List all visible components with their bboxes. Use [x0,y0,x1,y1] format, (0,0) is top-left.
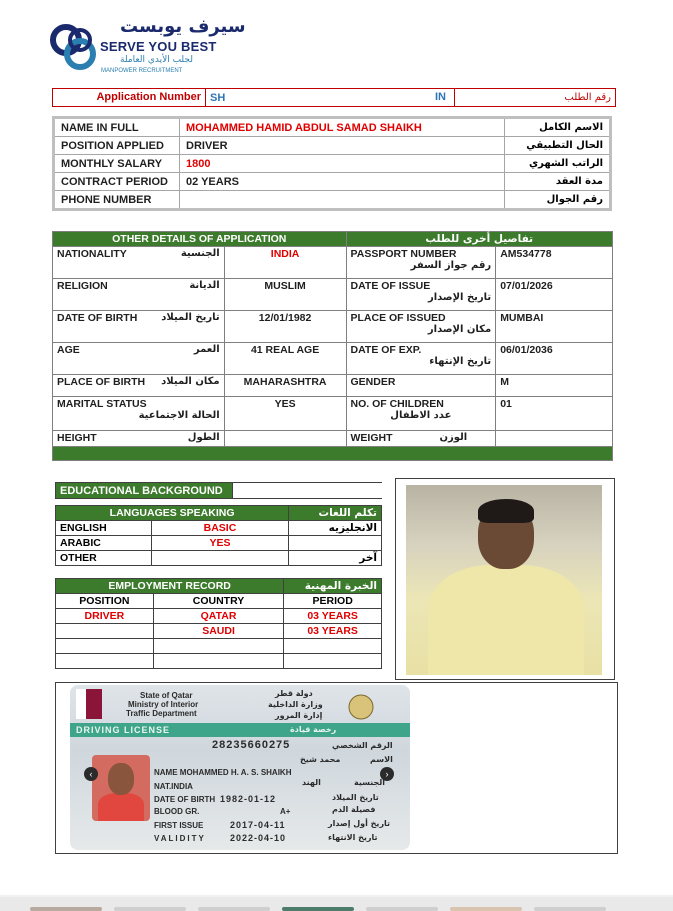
full-name-value: MOHAMMED HAMID ABDUL SAMAD SHAIKH [180,118,505,137]
date-of-expiry-value: 06/01/2036 [496,343,613,375]
thumbnail-item[interactable] [366,907,438,911]
field-label: AGE العمر [53,343,225,375]
emblem-icon [346,693,376,721]
place-of-birth-value: MAHARASHTRA [224,375,346,397]
table-row [54,118,611,137]
date-of-birth-value: 12/01/1982 [224,311,346,343]
brand-name: SERVE YOU BEST [100,39,217,54]
table-row [54,173,611,191]
company-logo-icon [48,22,98,72]
license-band: DRIVING LICENSE [76,725,171,735]
date-of-issue-value: 07/01/2026 [496,279,613,311]
thumbnail-item[interactable] [450,907,522,911]
language-level: BASIC [151,521,288,536]
field-label: DATE OF ISSUE تاريخ الإصدار [346,279,496,311]
languages-title: LANGUAGES SPEAKING [56,506,289,521]
children-count-value: 01 [496,397,613,431]
table-row [53,397,613,431]
employment-title-arabic: الخبرة المهنية [284,579,382,594]
field-label-arabic: الراتب الشهري [505,155,611,173]
table-row [56,551,382,566]
employment-country: SAUDI [153,624,284,639]
other-details-title: OTHER DETAILS OF APPLICATION [53,232,347,247]
employment-position [56,624,154,639]
license-name: NAME MOHAMMED H. A. S. SHAIKH [154,768,292,777]
languages-table [55,505,382,566]
license-dob: 1982-01-12 [220,794,277,804]
religion-value: MUSLIM [224,279,346,311]
license-ministry: Ministry of Interior [128,700,199,709]
gender-value: M [496,375,613,397]
license-number-label-arabic: الرقم الشخصي [332,741,393,750]
license-number: 28235660275 [212,739,291,751]
height-value [224,431,346,447]
language-name-arabic: الانجليزيه [289,521,382,536]
table-row [54,137,611,155]
application-number-label: Application Number [53,89,206,106]
license-name-arabic: محمد شيخ [300,755,341,764]
language-name: OTHER [56,551,152,566]
table-row [56,536,382,551]
driving-license-image [70,685,410,850]
field-label-arabic: الحال التطبيقي [505,137,611,155]
language-level: YES [151,536,288,551]
license-dob-label: DATE OF BIRTH [154,795,216,804]
field-label-arabic: مدة العقد [505,173,611,191]
table-row [53,247,613,279]
employment-columns [56,594,382,609]
table-row [53,375,613,397]
table-row [53,311,613,343]
license-dob-label-arabic: تاريخ الميلاد [332,793,379,802]
column-header: POSITION [56,594,154,609]
other-details-footer [53,447,613,461]
license-nationality: NAT.INDIA [154,782,193,791]
carousel-next-button[interactable]: › [380,767,394,781]
brand-subtitle-arabic: لجلب الأيدي العاملة [120,55,193,65]
license-state: State of Qatar [140,691,193,700]
carousel-prev-button[interactable]: ‹ [84,767,98,781]
table-row [56,639,382,654]
field-label: PHONE NUMBER [54,191,180,210]
languages-header [56,506,382,521]
employment-country [153,654,284,669]
employment-country [153,639,284,654]
employment-table [55,578,382,669]
brand-name-arabic: سيرف يوبست [120,16,246,37]
license-blood-label: BLOOD GR. [154,807,200,816]
language-name: ARABIC [56,536,152,551]
license-validity-label: VALIDITY [154,834,206,843]
table-row [56,654,382,669]
employment-title: EMPLOYMENT RECORD [56,579,284,594]
thumbnail-item[interactable] [30,907,102,911]
table-row [53,279,613,311]
contract-period-value: 02 YEARS [180,173,505,191]
phone-number-value [180,191,505,210]
applicant-photo [406,485,602,675]
license-holder-photo [92,755,150,821]
table-row [56,609,382,624]
field-label-arabic: الاسم الكامل [505,118,611,137]
nationality-value: INDIA [224,247,346,279]
passport-number-value: AM534778 [496,247,613,279]
thumbnail-item[interactable] [534,907,606,911]
field-label-arabic: رقم الجوال [505,191,611,210]
column-header: COUNTRY [153,594,284,609]
field-label: DATE OF EXP. تاريخ الإنتهاء [346,343,496,375]
education-table [55,482,382,499]
employment-period [284,654,382,669]
driving-license-frame [55,682,618,854]
field-label: PASSPORT NUMBER رقم جواز السفر [346,247,496,279]
license-first-issue-label: FIRST ISSUE [154,821,204,830]
field-label: CONTRACT PERIOD [54,173,180,191]
language-name-arabic: آخر [289,551,382,566]
language-name-arabic [289,536,382,551]
employment-period: 03 YEARS [284,624,382,639]
license-validity-label-arabic: تاريخ الانتهاء [328,833,378,842]
thumbnail-item[interactable] [114,907,186,911]
table-row [56,521,382,536]
table-row [54,191,611,210]
license-blood-label-arabic: فصيلة الدم [332,805,376,814]
field-label: MONTHLY SALARY [54,155,180,173]
field-label: HEIGHT الطول [53,431,225,447]
employment-position [56,654,154,669]
language-name: ENGLISH [56,521,152,536]
field-label: MARITAL STATUS الحالة الاجتماعية [53,397,225,431]
field-label: PLACE OF ISSUED مكان الإصدار [346,311,496,343]
position-value: DRIVER [180,137,505,155]
field-label: WEIGHT الوزن [346,431,496,447]
field-label: NO. OF CHILDREN عدد الاطفال [346,397,496,431]
languages-title-arabic: تكلم اللغات [289,506,382,521]
language-level [151,551,288,566]
other-details-table [52,231,613,461]
employment-period [284,639,382,654]
weight-value [496,431,613,447]
license-first-issue: 2017-04-11 [230,820,286,830]
license-department-arabic: إدارة المرور [275,711,323,720]
table-row [53,431,613,447]
table-row [53,343,613,375]
license-band-arabic: رخصة قيادة [290,725,337,734]
employment-position [56,639,154,654]
application-number-label-arabic: رقم الطلب [564,92,611,103]
license-nationality-value-arabic: الهند [302,778,321,787]
field-label: NAME IN FULL [54,118,180,137]
license-nationality-label-arabic: الجنسية [354,778,386,787]
field-label: RELIGION الديانة [53,279,225,311]
age-value: 41 REAL AGE [224,343,346,375]
license-validity: 2022-04-10 [230,833,287,843]
thumbnail-item[interactable] [198,907,270,911]
application-number-code: IN [298,89,455,106]
employment-position: DRIVER [56,609,154,624]
other-details-header [53,232,613,247]
license-ministry-arabic: وزارة الداخلية [268,700,323,709]
license-name-label-arabic: الاسم [370,755,393,764]
education-label: EDUCATIONAL BACKGROUND [56,483,233,499]
applicant-photo-frame [395,478,615,680]
table-row [56,483,383,499]
employment-header [56,579,382,594]
personal-info-table [52,116,612,211]
employment-period: 03 YEARS [284,609,382,624]
salary-value: 1800 [180,155,505,173]
employment-country: QATAR [153,609,284,624]
table-row [56,624,382,639]
field-label: PLACE OF BIRTH مكان الميلاد [53,375,225,397]
field-label: DATE OF BIRTH تاريخ الميلاد [53,311,225,343]
qatar-flag-icon [76,689,102,719]
field-label: NATIONALITY الجنسية [53,247,225,279]
other-details-title-arabic: تفاصيل أخرى للطلب [346,232,612,247]
brand-subtitle: MANPOWER RECRUITMENT [101,68,183,74]
application-number-prefix: SH [210,91,226,104]
field-label: POSITION APPLIED [54,137,180,155]
license-first-issue-label-arabic: تاريخ أول إصدار [328,819,391,828]
license-department: Traffic Department [126,709,197,718]
place-of-issue-value: MUMBAI [496,311,613,343]
thumbnail-item[interactable] [282,907,354,911]
field-label: GENDER [346,375,496,397]
marital-status-value: YES [224,397,346,431]
license-blood: A+ [280,807,291,816]
license-state-arabic: دولة قطر [275,689,313,698]
column-header: PERIOD [284,594,382,609]
table-row [54,155,611,173]
application-number-bar [52,88,616,107]
